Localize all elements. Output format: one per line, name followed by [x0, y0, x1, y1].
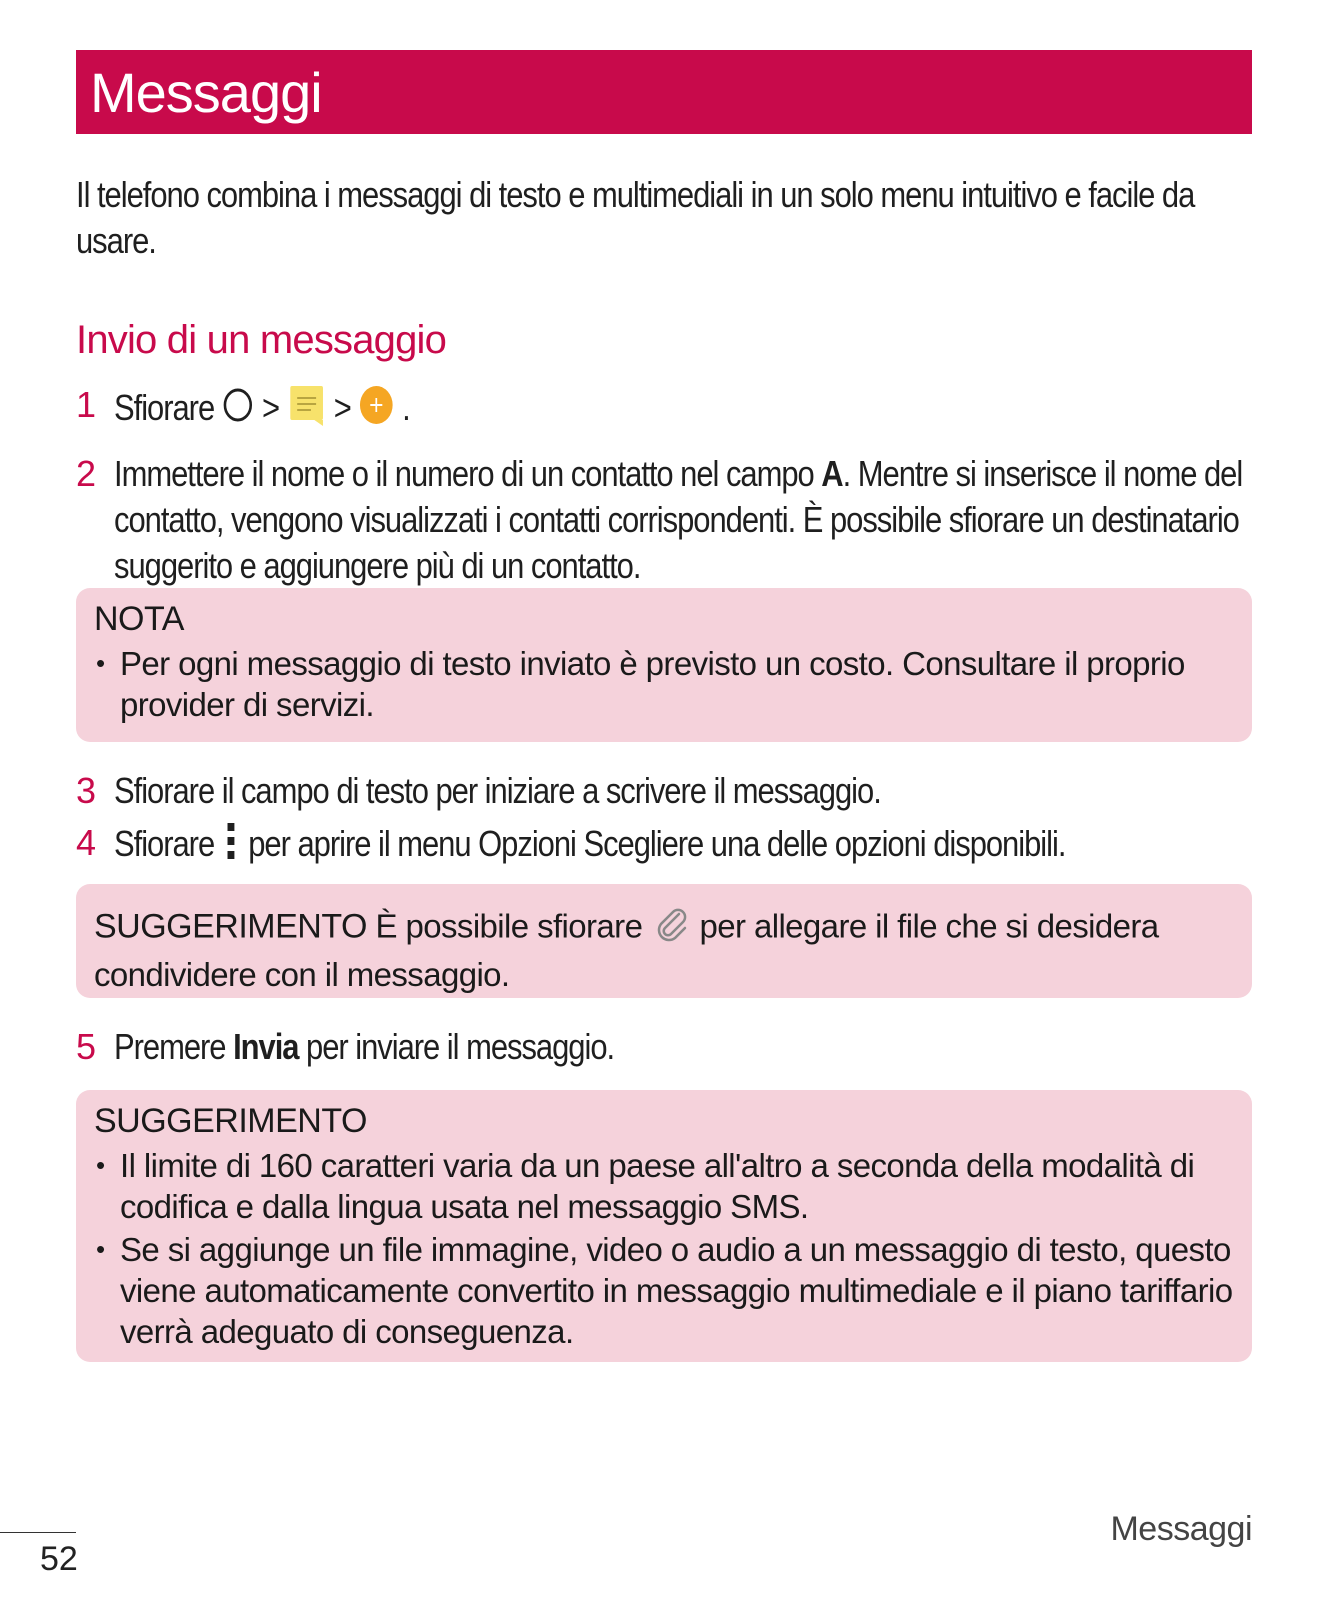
step-end: . [402, 387, 410, 429]
tip-bullet: • Se si aggiunge un file immagine, video o audio a un messaggio di testo, questo viene automaticamente convertito in messaggio multimediale e il piano tariffario verrà adeguato di conseguenza. [96, 1231, 1233, 1350]
note-heading: NOTA [94, 600, 184, 638]
step-1 [76, 382, 1256, 439]
step-5 [76, 1024, 1256, 1070]
step-text: Sfiorare [114, 387, 215, 429]
step-number: 1 [76, 384, 95, 425]
step-text: Sfiorare il campo di testo per iniziare a scrivere il messaggio. [114, 770, 881, 811]
step-text: Immettere il nome o il numero di un contatto nel campo [114, 453, 822, 494]
step-text-cont: . Mentre si inserisce il nome del contatto, vengono visualizzati i contatti corrispondenti. È possibile sfiorare un destinatario suggerito e aggiungere più di un contatto. [114, 453, 1243, 586]
steps-group-3 [76, 1024, 1256, 1070]
footer-section-label: Messaggi [1110, 1510, 1252, 1548]
send-label: Invia [233, 1026, 299, 1067]
tip-box-2 [76, 1090, 1252, 1362]
footer-rule [0, 1532, 76, 1533]
tip-text: È possibile sfiorare [366, 907, 643, 945]
step-2 [76, 451, 1256, 589]
step-separator: > [261, 387, 280, 429]
note-box [76, 588, 1252, 742]
more-options-icon [222, 820, 241, 873]
tip-bullet: • Il limite di 160 caratteri varia da un paese all'altro a seconda della modalità di codifica e dalla lingua usata nel messaggio SMS. [96, 1147, 1195, 1225]
page-number: 52 [40, 1540, 78, 1578]
chapter-title-bar [76, 50, 1252, 134]
steps-group-1 [76, 382, 1256, 589]
tip-text-cont: per allegare il file che si desidera condividere con il messaggio. [94, 907, 1159, 993]
paperclip-icon [651, 904, 691, 954]
messaging-app-icon [287, 382, 327, 439]
note-text: Per ogni messaggio di testo inviato è previsto un costo. Consultare il proprio provider di servizi. [120, 645, 1185, 723]
steps-group-2 [76, 768, 1256, 873]
step-4 [76, 820, 1256, 873]
tip-heading: SUGGERIMENTO [94, 907, 367, 946]
step-text: Premere [114, 1026, 234, 1067]
home-circle-icon [222, 386, 255, 435]
intro-paragraph: Il telefono combina i messaggi di testo e multimediali in un solo menu intuitivo e facile da usare. [76, 174, 1195, 261]
tip-bullet-text: Se si aggiunge un file immagine, video o audio a un messaggio di testo, questo viene automaticamente convertito in messaggio multimediale e il piano tariffario verrà adeguato di conseguenza. [120, 1231, 1233, 1350]
tip-box-1 [76, 884, 1252, 998]
step-text: Sfiorare [114, 823, 215, 865]
chapter-title: Messaggi [90, 61, 322, 124]
note-bullet: • Per ogni messaggio di testo inviato è previsto un costo. Consultare il proprio provider di servizi. [96, 645, 1185, 723]
new-message-fab-icon [358, 384, 394, 437]
tip-heading: SUGGERIMENTO [94, 1102, 367, 1140]
field-label: A [821, 453, 843, 494]
tip-bullet-text: Il limite di 160 caratteri varia da un paese all'altro a seconda della modalità di codifica e dalla lingua usata nel messaggio SMS. [120, 1147, 1195, 1225]
step-separator: > [333, 387, 351, 429]
step-3 [76, 768, 1256, 814]
step-number: 3 [76, 770, 95, 811]
step-number: 4 [76, 822, 95, 863]
step-text-cont: per inviare il messaggio. [298, 1026, 615, 1067]
step-number: 2 [76, 453, 95, 494]
step-text-cont: per aprire il menu Opzioni Scegliere una delle opzioni disponibili. [248, 823, 1066, 865]
section-title: Invio di un messaggio [76, 318, 447, 362]
step-number: 5 [76, 1026, 95, 1067]
